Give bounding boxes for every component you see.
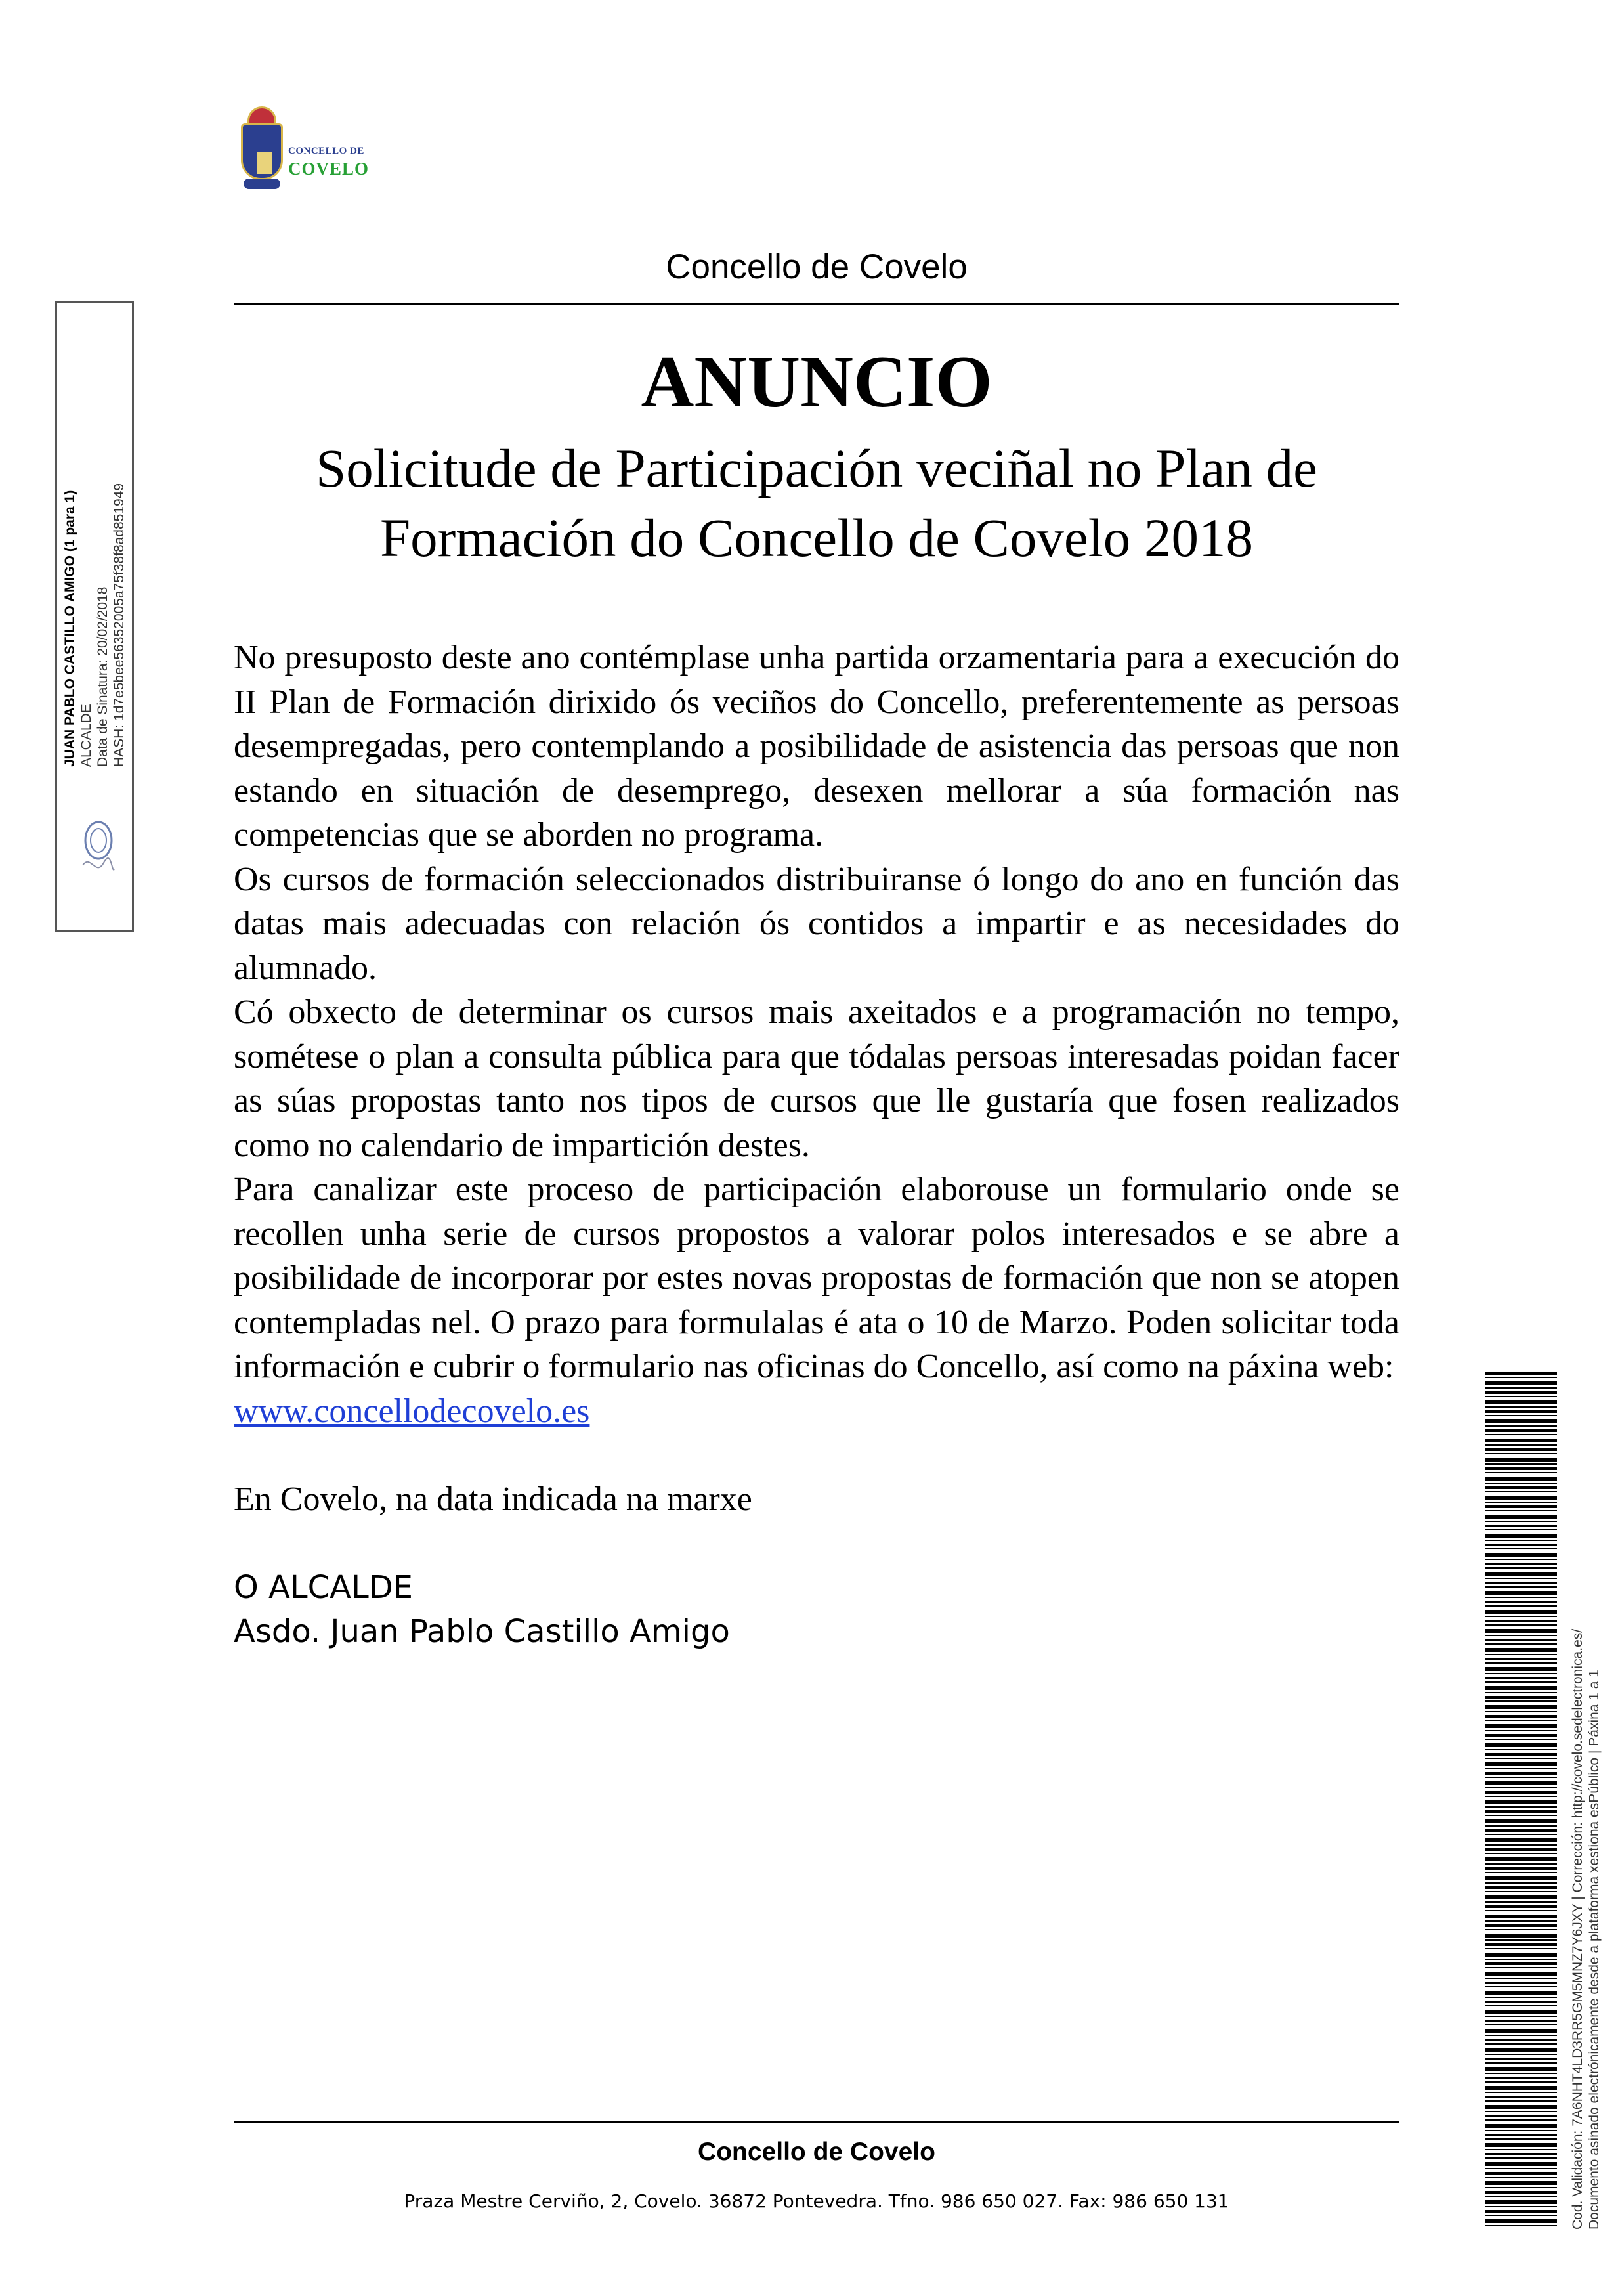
footer-divider [234, 2121, 1399, 2123]
signer-role-label: ALCALDE [79, 704, 94, 767]
spacer [234, 1522, 1399, 1566]
subtitle-line-2: Formación do Concello de Covelo 2018 [379, 508, 1254, 568]
document-body [234, 636, 1399, 1655]
paragraph-2: Os cursos de formación seleccionados distribuiranse ó longo do ano en función das datas mais adecuadas con relación ós contidos a impartir e as necesidades do alumnado. [234, 860, 1399, 987]
validation-text [1569, 1310, 1602, 2230]
concello-logo [233, 105, 381, 243]
paragraph-4: Para canalizar este proceso de participación elaborouse un formulario onde se recollen unha serie de cursos propostos a valorar polos interesados e se abre a posibilidade de incorporar por estes novas propostas de formación que non se atopen contempladas nel. O prazo para formulalas é ata o 10 de Marzo. Poden solicitar toda información e cubrir o formulario nas oficinas do Concello, así como na páxina web: [234, 1171, 1399, 1385]
signature-date: Data de Sinatura: 20/02/2018 [95, 586, 110, 767]
footer-title: Concello de Covelo [698, 2138, 935, 2166]
signer-name-label: JUAN PABLO CASTILLO AMIGO (1 para 1) [62, 490, 77, 767]
paragraph-1: No presuposto deste ano contémplase unha partida orzamentaria para a execución do II Plan de Formación dirixido ós veciños do Concello, preferentemente as persoas desempregadas, pero contemplando a posibilidade de asistencia das persoas que non estando en situación de desemprego, desexen mellorar a súa formación nas competencias que se aborden no programa. [234, 639, 1399, 854]
signer-name: Asdo. Juan Pablo Castillo Amigo [234, 1613, 730, 1650]
validation-line-2: Documento asinado electrónicamente desde a plataforma xestiona esPúblico | Páxina 1 a 1 [1587, 1670, 1602, 2230]
document-subtitle [234, 433, 1399, 573]
subtitle-line-1: Solicitude de Participación veciñal no Plan de [316, 438, 1317, 498]
shield-base-icon [244, 179, 280, 189]
signature-text [62, 399, 127, 767]
logo-text-small: CONCELLO DE [288, 146, 364, 156]
signer-role: O ALCALDE [234, 1569, 413, 1606]
website-link[interactable]: www.concellodecovelo.es [234, 1392, 590, 1430]
barcode [1485, 1372, 1557, 2226]
spacer [234, 1433, 1399, 1477]
header-divider [234, 303, 1399, 305]
header-title: Concello de Covelo [666, 248, 968, 286]
place-date: En Covelo, na data indicada na marxe [234, 1481, 752, 1518]
logo-text-big: COVELO [288, 159, 370, 179]
tower-icon [257, 152, 272, 174]
paragraph-3: Có obxecto de determinar os cursos mais axeitados e a programación no tempo, sométese o plan a consulta pública para que tódalas persoas interesadas poidan facer as súas propostas tanto nos tipos de cursos que lle gustaría que fosen realizados como no calendario de impartición destes. [234, 993, 1399, 1164]
signature-hash: HASH: 1d7e5bee56352005a75f38f8ad851949 [112, 483, 127, 767]
coat-of-arms-icon [241, 123, 283, 180]
footer-address: Praza Mestre Cerviño, 2, Covelo. 36872 Pontevedra. Tfno. 986 650 027. Fax: 986 650 131 [404, 2190, 1229, 2212]
seal-icon [77, 814, 117, 882]
validation-line-1: Cod. Validación: 7A6NHT4LD3RR5GM5MNZ7Y6JXY | Corrección: http://covelo.sedelectronica.es/ [1570, 1628, 1585, 2230]
document-title: ANUNCIO [641, 341, 992, 423]
